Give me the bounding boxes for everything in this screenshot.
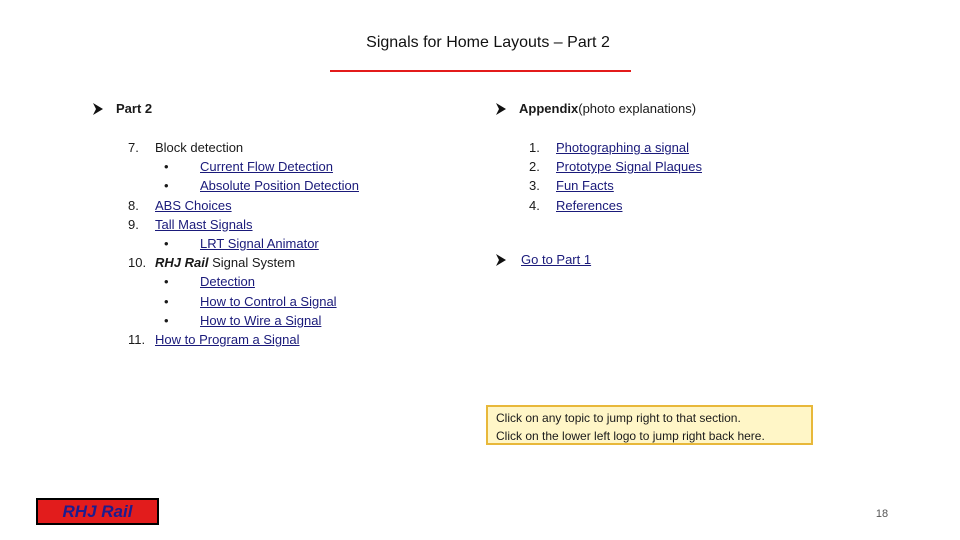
appendix-item[interactable] (529, 176, 702, 195)
part2-toc (128, 138, 359, 349)
go-to-part1-row[interactable] (495, 252, 591, 267)
toc-subitem[interactable] (128, 272, 359, 291)
link-photographing-a-signal[interactable]: Photographing a signal (556, 140, 689, 155)
appendix-list (529, 138, 702, 215)
appendix-heading-bold: Appendix (519, 101, 579, 116)
link-tall-mast-signals[interactable]: Tall Mast Signals (155, 216, 253, 232)
part2-heading (92, 101, 152, 116)
appendix-heading-rest: (photo explanations) (578, 101, 697, 116)
item-number: 10. (128, 255, 147, 271)
appendix-item[interactable] (529, 157, 702, 176)
page-number: 18 (875, 508, 889, 520)
link-current-flow-detection[interactable]: Current Flow Detection (200, 159, 333, 175)
link-how-to-wire-a-signal[interactable]: How to Wire a Signal (200, 312, 322, 328)
appendix-item[interactable] (529, 196, 702, 215)
item-number: 1. (529, 140, 540, 155)
bullet-dot: • (164, 159, 169, 175)
item-label: Block detection (155, 140, 244, 155)
link-detection[interactable]: Detection (200, 274, 255, 290)
toc-subitem[interactable] (128, 292, 359, 311)
link-references[interactable]: References (556, 197, 623, 213)
item-label-italic: RHJ Rail (155, 255, 209, 271)
bullet-dot: • (164, 293, 169, 309)
item-number: 3. (529, 178, 540, 194)
item-number: 2. (529, 159, 540, 175)
bullet-dot: • (164, 236, 169, 252)
link-absolute-position-detection[interactable]: Absolute Position Detection (200, 178, 359, 194)
rhj-rail-logo[interactable]: RHJ Rail (36, 498, 159, 525)
toc-item-8[interactable] (128, 196, 359, 215)
part2-heading-text: Part 2 (116, 101, 153, 116)
note-line-2: Click on the lower left logo to jump right back here. (496, 428, 765, 443)
appendix-item[interactable] (529, 138, 702, 157)
note-line-1: Click on any topic to jump right to that section. (496, 411, 741, 425)
link-fun-facts[interactable]: Fun Facts (556, 178, 614, 194)
link-how-to-control-a-signal[interactable]: How to Control a Signal (200, 293, 337, 309)
bullet-dot: • (164, 274, 169, 290)
arrowhead-bullet-icon (495, 102, 509, 116)
item-number: 11. (128, 332, 146, 348)
toc-subitem[interactable] (128, 234, 359, 253)
link-how-to-program-a-signal[interactable]: How to Program a Signal (155, 332, 300, 348)
link-lrt-signal-animator[interactable]: LRT Signal Animator (200, 236, 319, 252)
toc-subitem[interactable] (128, 311, 359, 330)
toc-item-9[interactable] (128, 215, 359, 234)
slide-title: Signals for Home Layouts – Part 2 (366, 34, 610, 51)
toc-item-10 (128, 253, 359, 272)
item-number: 9. (128, 216, 139, 232)
bullet-dot: • (164, 312, 169, 328)
item-number: 4. (529, 197, 540, 213)
link-go-to-part-1[interactable]: Go to Part 1 (521, 252, 592, 267)
arrowhead-bullet-icon (92, 102, 106, 116)
bullet-dot: • (164, 178, 169, 194)
navigation-note (486, 405, 813, 445)
item-label: Signal System (208, 255, 296, 271)
toc-subitem[interactable] (128, 157, 359, 176)
item-number: 7. (128, 140, 139, 155)
toc-item-11[interactable] (128, 330, 359, 349)
appendix-heading (495, 101, 696, 116)
item-number: 8. (128, 197, 139, 213)
link-prototype-signal-plaques[interactable]: Prototype Signal Plaques (556, 159, 702, 175)
toc-item-7 (128, 138, 359, 157)
link-abs-choices[interactable]: ABS Choices (155, 197, 232, 213)
toc-subitem[interactable] (128, 176, 359, 195)
arrowhead-bullet-icon (495, 253, 509, 267)
title-underline (330, 70, 631, 72)
